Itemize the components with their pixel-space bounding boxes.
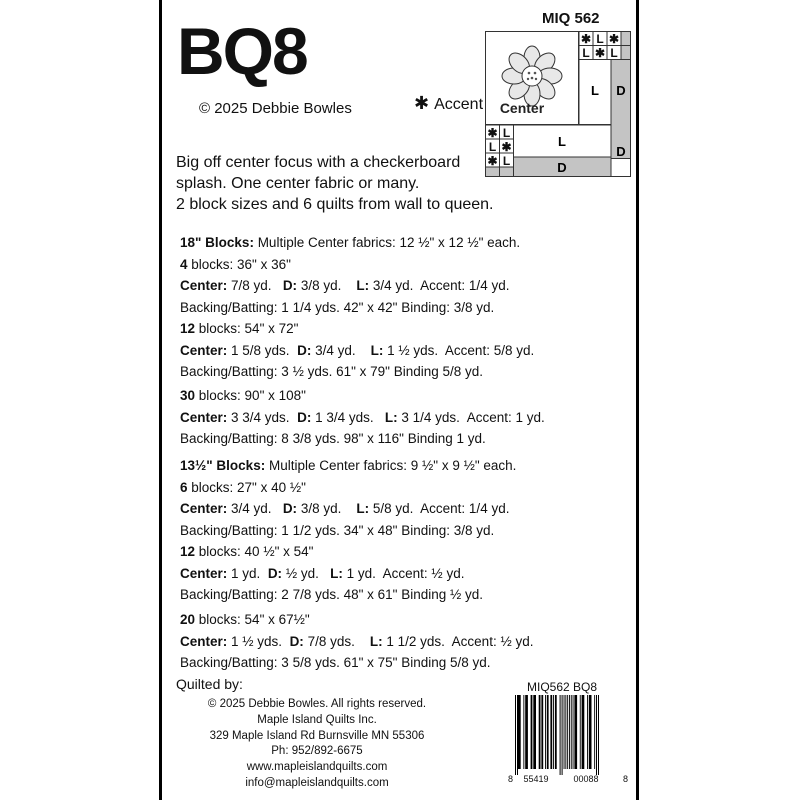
pattern-description (176, 152, 626, 215)
barcode-digit: 8 (508, 774, 514, 784)
barcode-bar (565, 695, 566, 769)
barcode-bar (545, 695, 546, 769)
pattern-back-cover (159, 0, 639, 800)
diagram-l-label: L (596, 32, 604, 46)
company-name: Maple Island Quilts Inc. (257, 713, 377, 726)
description-line: splash. One center fabric or many. (176, 175, 420, 192)
quilt-size: 30 blocks: 90" x 108" (180, 388, 306, 403)
quilt-size: 4 blocks: 36" x 36" (180, 256, 291, 272)
yardage-line: Center: 3 3/4 yds. D: 1 3/4 yds. L: 3 1/4 yds. Accent: 1 yd. (180, 409, 545, 425)
quilt-size: 20 blocks: 54" x 67½" (180, 612, 310, 627)
barcode-digit: 8 (623, 774, 628, 784)
accent-key (414, 93, 483, 114)
diagram-l-label: L (582, 46, 590, 60)
copyright-line: © 2025 Debbie Bowles (199, 100, 352, 117)
phone-line: Ph: 952/892-6675 (271, 745, 363, 758)
accent-star-icon: ✱ (414, 93, 430, 113)
diagram-l-label: L (502, 154, 511, 168)
barcode-bar (562, 695, 563, 775)
yardage-line: Center: 3/4 yd. D: 3/8 yd. L: 5/8 yd. Accent: 1/4 yd. (180, 501, 510, 516)
diagram-l-label: L (591, 83, 599, 98)
barcode-bar (560, 695, 561, 775)
diagram-d-label: D (616, 144, 626, 159)
diagram-d-label: D (616, 83, 626, 98)
barcode-bar (571, 695, 572, 769)
block-size-heading: 13½" Blocks: Multiple Center fabrics: 9 ½" x 9 ½" each. (180, 458, 517, 473)
description-line: 2 block sizes and 6 quilts from wall to queen. (176, 196, 494, 213)
barcode-bar (525, 695, 528, 769)
diagram-l-label: L (558, 134, 566, 149)
diagram-star-label: ✱ (501, 140, 512, 154)
backing-line: Backing/Batting: 2 7/8 yds. 48" x 61" Binding ½ yd. (180, 587, 484, 602)
diagram-star-label: ✱ (594, 46, 606, 60)
diagram-star-label: ✱ (608, 32, 620, 46)
barcode-bar (531, 695, 533, 769)
barcode-bar (589, 695, 592, 769)
barcode-bar (547, 695, 549, 769)
barcode-bar (555, 695, 557, 769)
barcode-bar (533, 695, 536, 769)
barcode-digits: 00088 (573, 774, 599, 784)
barcode-bar (523, 695, 524, 769)
diagram-l-label: L (610, 46, 618, 60)
barcode-bar (550, 695, 552, 769)
barcode-bars (515, 695, 599, 775)
backing-line: Backing/Batting: 3 ½ yds. 61" x 79" Binding 5/8 yd. (180, 364, 484, 379)
flower-icon (502, 46, 562, 106)
barcode-bar (574, 695, 577, 769)
spec-18in-30-blocks (180, 385, 630, 450)
diagram-l-label: L (488, 140, 497, 154)
yardage-line: Center: 1 5/8 yds. D: 3/4 yd. L: 1 ½ yds. Accent: 5/8 yd. (180, 342, 535, 358)
barcode-bar (567, 695, 568, 769)
publisher-info (182, 697, 452, 792)
barcode-bar (518, 695, 521, 769)
barcode-bar (596, 695, 597, 775)
barcode-bar (541, 695, 543, 769)
barcode-bar (517, 695, 518, 775)
backing-line: Backing/Batting: 1 1/2 yds. 34" x 48" Binding: 3/8 yd. (180, 522, 495, 538)
pattern-title: BQ8 (177, 14, 307, 88)
website-link: www.mapleislandquilts.com (246, 761, 388, 774)
barcode-bar (598, 695, 599, 775)
yardage-line: Center: 7/8 yd. D: 3/8 yd. L: 3/4 yd. Accent: 1/4 yd. (180, 278, 510, 293)
barcode-bar (594, 695, 595, 769)
diagram-star-label: ✱ (580, 32, 592, 46)
backing-line: Backing/Batting: 1 1/4 yds. 42" x 42" Binding: 3/8 yd. (180, 299, 495, 315)
spec-13in-20-blocks (180, 609, 630, 674)
diagram-star-label: ✱ (487, 154, 498, 168)
barcode-bar (587, 695, 588, 769)
quilt-size: 6 blocks: 27" x 40 ½" (180, 479, 306, 495)
backing-line: Backing/Batting: 8 3/8 yds. 98" x 116" Binding 1 yd. (180, 431, 486, 446)
barcode-bar (569, 695, 570, 769)
barcode-bar (580, 695, 581, 769)
barcode (508, 695, 628, 785)
diagram-star-label: ✱ (487, 126, 498, 140)
pattern-number: MIQ 562 (542, 10, 600, 27)
accent-key-label: Accent (434, 96, 484, 113)
address-line: 329 Maple Island Rd Burnsville MN 55306 (209, 729, 425, 742)
spec-18in-12-blocks (180, 318, 630, 383)
quilt-size: 12 blocks: 40 ½" x 54" (180, 544, 314, 559)
spec-13in-6-blocks (180, 455, 630, 541)
diagram-l-label: L (502, 126, 511, 140)
block-size-heading: 18" Blocks: Multiple Center fabrics: 12 ½" x 12 ½" each. (180, 235, 521, 250)
spec-18in-4-blocks (180, 232, 630, 318)
barcode-bar (582, 695, 585, 769)
yardage-line: Center: 1 ½ yds. D: 7/8 yds. L: 1 1/2 yds. Accent: ½ yd. (180, 633, 534, 649)
sku-label: MIQ562 BQ8 (527, 680, 598, 694)
diagram-d-label: D (557, 160, 567, 175)
barcode-bar (539, 695, 541, 769)
barcode-bar (564, 695, 565, 769)
backing-line: Backing/Batting: 3 5/8 yds. 61" x 75" Binding 5/8 yd. (180, 655, 491, 670)
email-link: info@mapleislandquilts.com (245, 776, 389, 789)
barcode-bar (573, 695, 574, 769)
rights-line: © 2025 Debbie Bowles. All rights reserved. (207, 698, 427, 710)
quilt-size: 12 blocks: 54" x 72" (180, 321, 299, 336)
barcode-digits: 55419 (523, 774, 549, 784)
quilted-by-label: Quilted by: (176, 676, 243, 692)
barcode-bar (553, 695, 554, 769)
yardage-line: Center: 1 yd. D: ½ yd. L: 1 yd. Accent: ½ yd. (180, 565, 465, 581)
description-line: Big off center focus with a checkerboard (176, 154, 461, 171)
spec-13in-12-blocks (180, 541, 630, 606)
barcode-bar (515, 695, 516, 775)
diagram-center-label: Center (499, 100, 545, 116)
